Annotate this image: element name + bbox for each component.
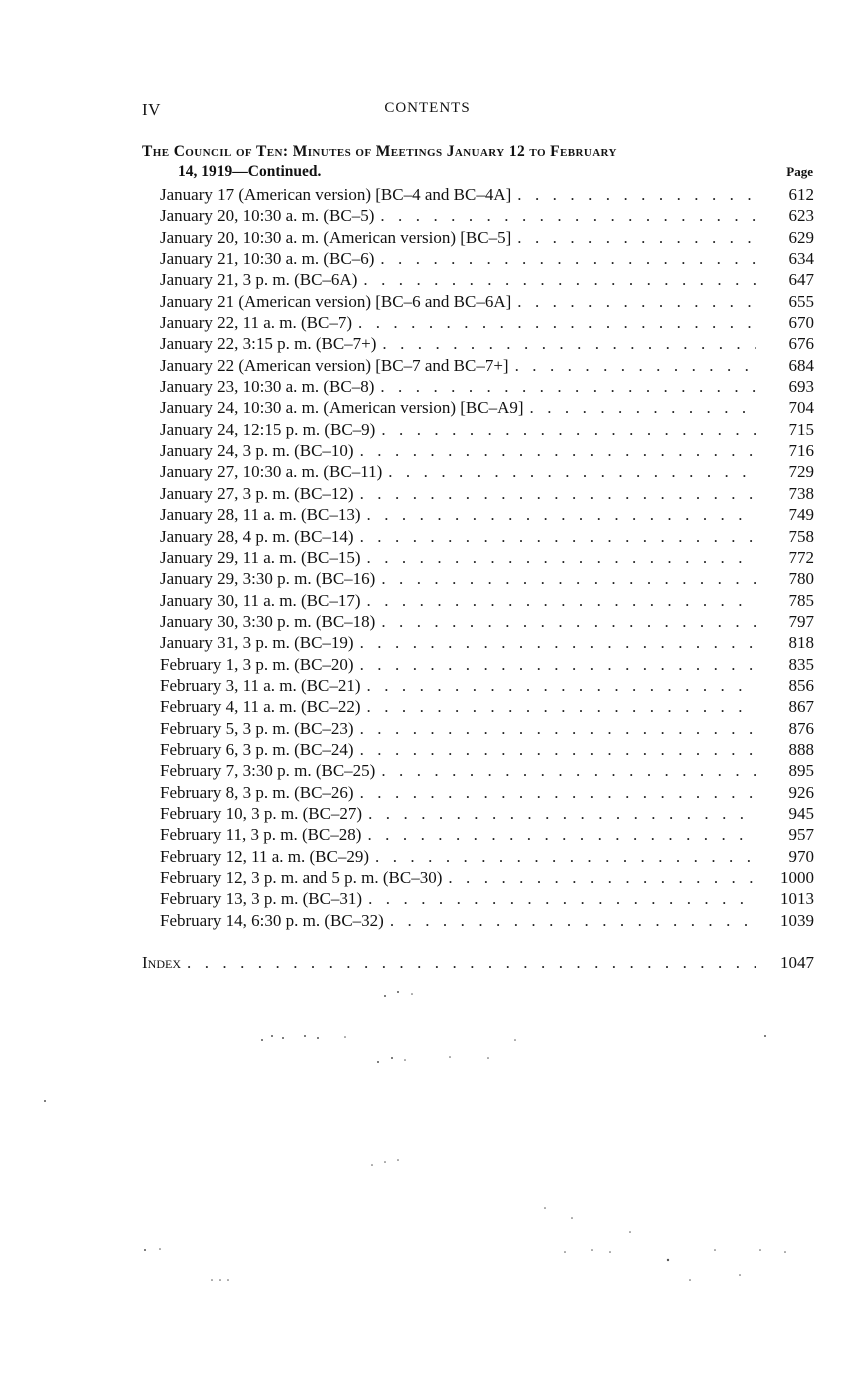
toc-entry-page-number: 876	[788, 718, 814, 738]
toc-entry-page-number: 1039	[780, 910, 814, 930]
toc-entry-label: February 14, 6:30 p. m. (BC–32)	[160, 910, 384, 930]
toc-entry-label: February 3, 11 a. m. (BC–21)	[160, 675, 361, 695]
toc-entry-page-number: 835	[788, 654, 814, 674]
toc-entry-label: January 29, 3:30 p. m. (BC–16)	[160, 569, 376, 589]
toc-entry-page-number: 945	[788, 803, 814, 823]
page-number: IV	[142, 100, 161, 119]
toc-entry-label: January 20, 10:30 a. m. (American version) [BC–5]	[160, 227, 512, 247]
section-heading-continued: 14, 1919—Continued.	[178, 163, 322, 180]
running-title: CONTENTS	[384, 100, 471, 116]
toc-entry-label: January 21, 3 p. m. (BC–6A)	[160, 270, 358, 290]
toc-entry-page-number: 716	[788, 441, 814, 461]
toc-entry-page-number: 655	[788, 291, 814, 311]
toc-entry-label: February 12, 11 a. m. (BC–29)	[160, 846, 370, 866]
toc-entry-label: February 10, 3 p. m. (BC–27)	[160, 803, 363, 823]
toc-entry-page-number: 704	[788, 398, 814, 418]
toc-entry-label: January 24, 10:30 a. m. (American version) [BC–A9]	[160, 398, 524, 418]
toc-entry-label: January 24, 12:15 p. m. (BC–9)	[160, 419, 376, 439]
toc-entry-page-number: 785	[788, 590, 814, 610]
toc-entry-page-number: 867	[788, 697, 814, 717]
toc-entry-label: January 24, 3 p. m. (BC–10)	[160, 441, 354, 461]
toc-entry-label: February 1, 3 p. m. (BC–20)	[160, 654, 354, 674]
toc-entry-page-number: 623	[788, 206, 814, 226]
toc-entry-page-number: 738	[788, 483, 814, 503]
toc-entry-page-number: 856	[788, 675, 814, 695]
toc-entry-label: January 21 (American version) [BC–6 and BC–6A]	[160, 291, 512, 311]
toc-entry-page-number: 888	[788, 739, 814, 759]
toc-entry-page-number: 634	[788, 249, 814, 269]
toc-entry-label: January 23, 10:30 a. m. (BC–8)	[160, 377, 375, 397]
toc-entry-page-number: 797	[788, 611, 814, 631]
toc-entry-page-number: 758	[788, 526, 814, 546]
toc-entry-page-number: 780	[788, 569, 814, 589]
index-page-number: 1047	[780, 953, 814, 972]
toc-entry-label: February 7, 3:30 p. m. (BC–25)	[160, 761, 376, 781]
toc-entry-label: January 28, 4 p. m. (BC–14)	[160, 526, 354, 546]
toc-entry-label: January 31, 3 p. m. (BC–19)	[160, 633, 354, 653]
toc-entry-page-number: 772	[788, 547, 814, 567]
toc-entry-label: January 28, 11 a. m. (BC–13)	[160, 505, 361, 525]
toc-entry-page-number: 670	[788, 313, 814, 333]
toc-entry-page-number: 895	[788, 761, 814, 781]
toc-entry-label: January 22 (American version) [BC–7 and BC–7+]	[160, 355, 509, 375]
toc-entry-label: January 30, 11 a. m. (BC–17)	[160, 590, 361, 610]
toc-entry-label: January 20, 10:30 a. m. (BC–5)	[160, 206, 375, 226]
toc-entry-label: January 22, 3:15 p. m. (BC–7+)	[160, 334, 377, 354]
toc-entry-page-number: 693	[788, 377, 814, 397]
toc-entry-label: February 11, 3 p. m. (BC–28)	[160, 825, 362, 845]
toc-entry-label: January 30, 3:30 p. m. (BC–18)	[160, 611, 376, 631]
toc-entry-label: January 22, 11 a. m. (BC–7)	[160, 313, 353, 333]
toc-entry-label: February 12, 3 p. m. and 5 p. m. (BC–30)	[160, 868, 443, 887]
toc-entry-label: January 21, 10:30 a. m. (BC–6)	[160, 249, 375, 269]
toc-entry-label: February 4, 11 a. m. (BC–22)	[160, 697, 361, 717]
toc-entry-page-number: 818	[788, 633, 814, 653]
toc-entry-label: February 5, 3 p. m. (BC–23)	[160, 718, 354, 738]
section-heading: The Council of Ten: Minutes of Meetings January 12 to February	[142, 143, 617, 160]
toc-entry-page-number: 1013	[780, 889, 814, 909]
toc-entry-label: January 29, 11 a. m. (BC–15)	[160, 547, 361, 567]
page-column-label: Page	[786, 164, 813, 179]
toc-entry-page-number: 684	[788, 355, 814, 375]
toc-entry-page-number: 612	[788, 185, 814, 204]
toc-entry-label: February 13, 3 p. m. (BC–31)	[160, 889, 363, 909]
toc-entry-page-number: 1000	[780, 868, 814, 887]
toc-entry-label: January 27, 3 p. m. (BC–12)	[160, 483, 354, 503]
toc-entry-page-number: 749	[788, 505, 814, 525]
toc-entry-label: February 6, 3 p. m. (BC–24)	[160, 739, 354, 759]
toc-entry-page-number: 957	[788, 825, 814, 845]
index-label: Index	[142, 953, 181, 972]
toc-entry-page-number: 629	[788, 227, 814, 247]
toc-entry-page-number: 926	[788, 782, 814, 802]
toc-entry-label: January 17 (American version) [BC–4 and BC–4A]	[160, 185, 512, 204]
toc-entry-label: January 27, 10:30 a. m. (BC–11)	[160, 462, 383, 482]
toc-entry-label: February 8, 3 p. m. (BC–26)	[160, 782, 354, 802]
toc-entry-page-number: 715	[788, 419, 814, 439]
toc-entry-page-number: 729	[788, 462, 814, 482]
toc-entry-page-number: 647	[788, 270, 814, 290]
toc-entry-page-number: 676	[788, 334, 814, 354]
toc-entry-page-number: 970	[788, 846, 814, 866]
